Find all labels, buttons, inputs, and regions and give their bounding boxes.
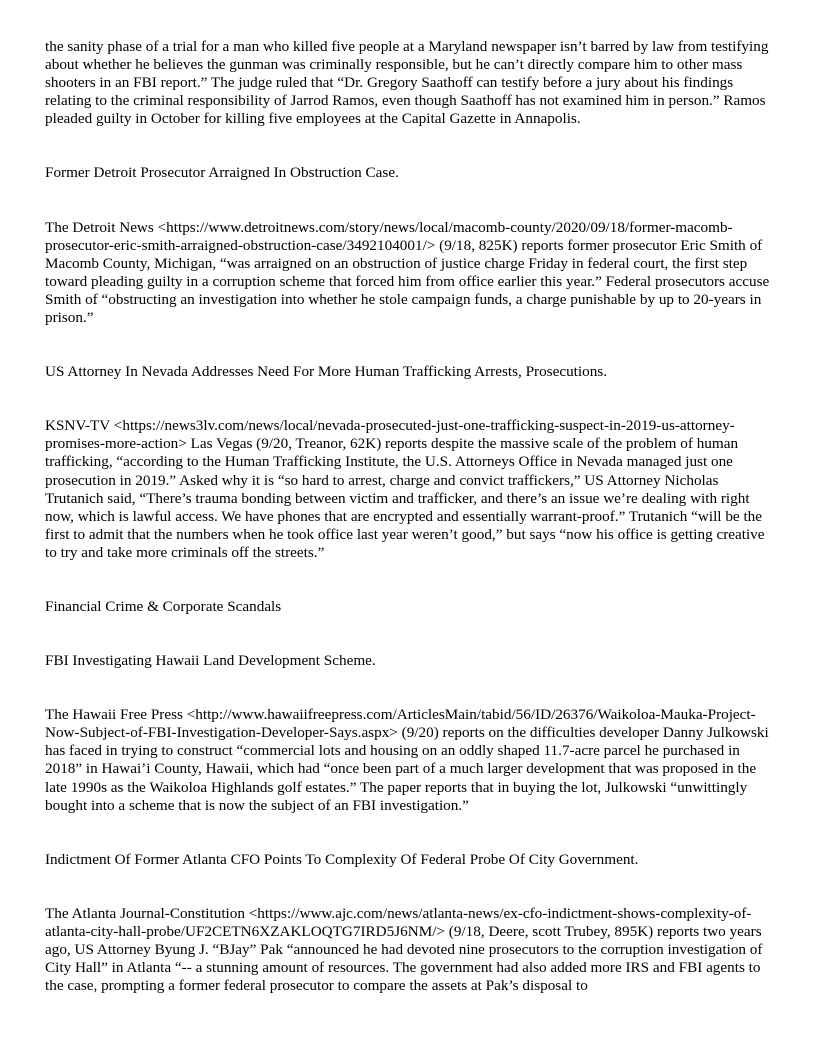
paragraph-detroit-news: The Detroit News <https://www.detroitnews.com/story/news/local/macomb-county/2020/09/18/former-macomb-prosecutor-eric-smith-arraigned-obstruction-case/3492104001/> (9/18, 825K) reports former prosecutor Eric Smith of Macomb County, Michigan, “was arraigned on an obstruction of justice charge Friday in federal court, the first step toward pleading guilty in a corruption scheme that forced him from office earlier this year.” Federal prosecutors accuse Smith of “obstructing an investigation into whether he stole campaign funds, a charge punishable by up to 20-years in prison.”	[45, 218, 770, 327]
section-heading-financial-crime: Financial Crime & Corporate Scandals	[45, 597, 282, 615]
paragraph-hawaii-free-press: The Hawaii Free Press <http://www.hawaiifreepress.com/ArticlesMain/tabid/56/ID/26376/Waikoloa-Mauka-Project-Now-Subject-of-FBI-Investigation-Developer-Says.aspx> (9/20) reports on the difficulties developer Danny Julkowski has faced in trying to construct “commercial lots and housing on an oddly shaped 11.7-acre parcel he purchased in 2018” in Hawai’i County, Hawaii, which had “once been part of a much larger development that was proposed in the late 1990s as the Waikoloa Highlands golf estates.” The paper reports that in buying the lot, Julkowski “unwittingly bought into a scheme that is now the subject of an FBI investigation.”	[45, 706, 769, 814]
heading-detroit-prosecutor: Former Detroit Prosecutor Arraigned In Obstruction Case.	[45, 164, 399, 182]
paragraph-ajc: The Atlanta Journal-Constitution <https://www.ajc.com/news/atlanta-news/ex-cfo-indictment-shows-complexity-of-atlanta-city-hall-probe/UF2CETN6XZAKLOQTG7IRD5J6NM/> (9/18, Deere, scott Trubey, 895K) reports two years ago, US Attorney Byung J. “BJay” Pak “announced he had devoted nine prosecutors to the corruption investigation of City Hall” in Atlanta “-- a stunning amount of resources. The government had also added more IRS and FBI agents to the case, prompting a former federal prosecutor to compare the assets at Pak’s disposal to	[45, 904, 763, 995]
heading-atlanta-cfo: Indictment Of Former Atlanta CFO Points To Complexity Of Federal Probe Of City Government.	[45, 850, 639, 868]
heading-nevada-trafficking: US Attorney In Nevada Addresses Need For More Human Trafficking Arrests, Prosecutions.	[45, 363, 608, 381]
paragraph-ksnv: KSNV-TV <https://news3lv.com/news/local/nevada-prosecuted-just-one-trafficking-suspect-in-2019-us-attorney-promises-more-action> Las Vegas (9/20, Treanor, 62K) reports despite the massive scale of the problem of human trafficking, “according to the Human Trafficking Institute, the U.S. Attorneys Office in Nevada managed just one prosecution in 2019.” Asked why it is “so hard to arrest, charge and convict traffickers,” US Attorney Nicholas Trutanich said, “There’s trauma bonding between victim and trafficker, and there’s an issue we’re dealing with right now, which is lawful access. We have phones that are encrypted and essentially warrant-proof.” Trutanich “will be the first to admit that the numbers when he took office last year weren’t good,” but says “now his office is getting creative to try and take more criminals off the streets.”	[45, 417, 765, 561]
document-page	[45, 38, 773, 995]
paragraph-ramos-saathoff: the sanity phase of a trial for a man who killed five people at a Maryland newspaper isn’t barred by law from testifying about whether he believes the gunman was criminally responsible, but he can’t directly compare him to other mass shooters in an FBI report.” The judge ruled that “Dr. Gregory Saathoff can testify before a jury about his findings relating to the criminal responsibility of Jarrod Ramos, even though Saathoff has not examined him in person.” Ramos pleaded guilty in October for killing five employees at the Capital Gazette in Annapolis.	[45, 38, 769, 128]
heading-fbi-hawaii: FBI Investigating Hawaii Land Development Scheme.	[45, 652, 376, 670]
